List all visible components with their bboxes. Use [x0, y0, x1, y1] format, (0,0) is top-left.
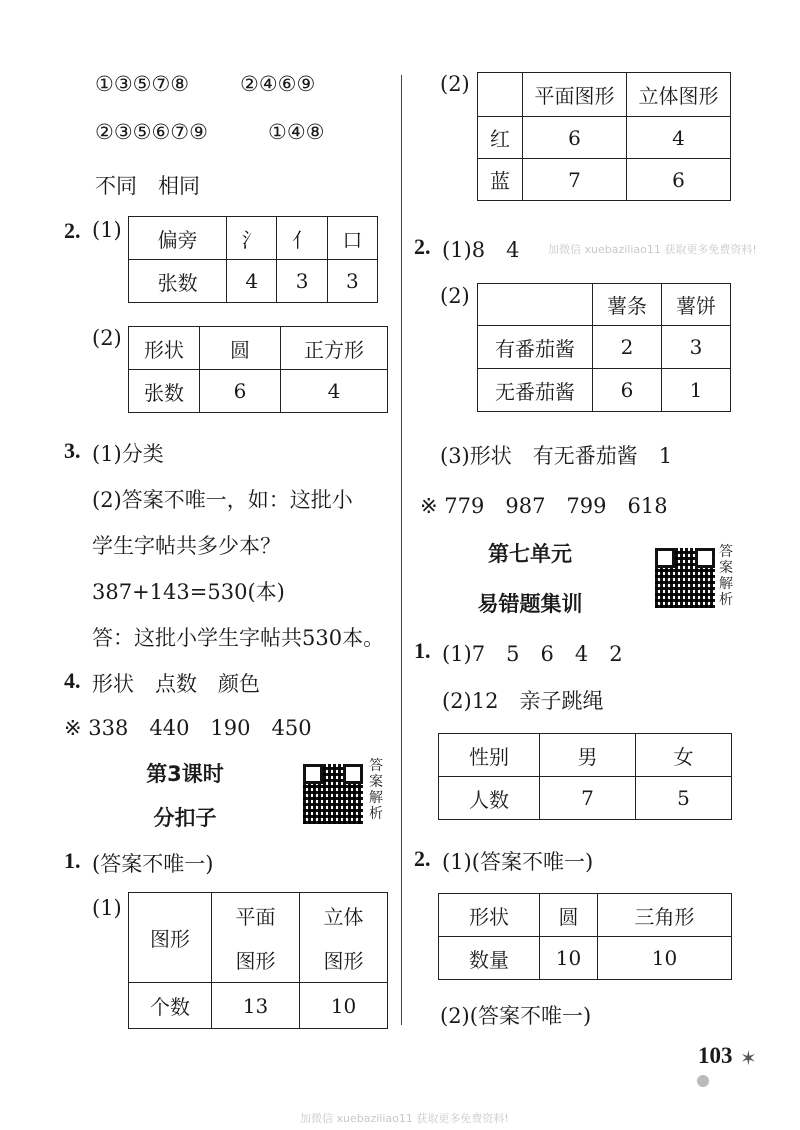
radical-table — [128, 216, 378, 303]
table-cell: 男 — [540, 734, 636, 777]
table-cell: 7 — [523, 159, 627, 201]
table-cell: 平面图形 — [523, 73, 627, 117]
qr-code-icon[interactable] — [303, 764, 363, 824]
table-cell: 10 — [598, 937, 732, 980]
question-4-number: 4. — [64, 668, 81, 693]
q1-text: (1)7 5 6 4 2 — [442, 642, 623, 666]
table-cell: 1 — [662, 369, 731, 412]
question-2-number: 2. — [414, 846, 431, 871]
table-cell: 10 — [300, 983, 388, 1029]
table-cell: 三角形 — [598, 894, 732, 937]
table-cell: 立体 — [300, 893, 388, 938]
table-cell: 6 — [593, 369, 662, 412]
star-icon: ✶ — [740, 1046, 757, 1070]
table-cell: 6 — [523, 117, 627, 159]
table-cell: 3 — [662, 326, 731, 369]
q3-line-4: 387+143=530(本) — [92, 580, 285, 604]
q2-part-2: (2)(答案不唯一) — [440, 1004, 592, 1028]
q3-line-3: 学生字帖共多少本？ — [92, 534, 281, 558]
bonus-note-right: ※ 779 987 799 618 — [420, 494, 668, 518]
table-cell: 3 — [327, 260, 377, 303]
q2-text: (1)8 4 — [442, 238, 520, 262]
table-cell: 2 — [593, 326, 662, 369]
table-cell: 10 — [540, 937, 598, 980]
q3-line-5: 答：这批小学生字帖共530本。 — [92, 626, 385, 650]
table-cell: 图形 — [300, 938, 388, 983]
table-cell: 形状 — [439, 894, 540, 937]
table-cell: 女 — [636, 734, 732, 777]
table-cell: 人数 — [439, 777, 540, 820]
shape-table — [128, 326, 388, 413]
qr-code-icon[interactable] — [655, 548, 715, 608]
question-2-number: 2. — [64, 218, 81, 243]
color-shape-table — [477, 72, 731, 201]
q3-line-1: (1)分类 — [92, 442, 164, 466]
table-cell: 偏旁 — [129, 217, 227, 260]
page-dot-icon — [697, 1075, 709, 1087]
part-1-label: (1) — [92, 218, 122, 242]
table-cell: 个数 — [129, 983, 212, 1029]
unit-subtitle: 易错题集训 — [477, 592, 583, 616]
q1-part-2: (2)12 亲子跳绳 — [442, 689, 604, 713]
qr-label: 答案解析 — [719, 544, 733, 608]
table-cell: 亻 — [277, 217, 327, 260]
table-cell: 口 — [327, 217, 377, 260]
question-3-number: 3. — [64, 438, 81, 463]
q2-text: (1)(答案不唯一) — [442, 850, 594, 874]
part-1-label: (1) — [92, 896, 122, 920]
table-cell: 蓝 — [478, 159, 523, 201]
page-number: 103 — [698, 1043, 733, 1068]
unit-title: 第七单元 — [488, 542, 572, 566]
table-cell: 图形 — [129, 893, 212, 983]
shape-count-table — [128, 892, 388, 1029]
table-cell: 4 — [227, 260, 277, 303]
table-cell: 红 — [478, 117, 523, 159]
answer-line-2a: ②③⑤⑥⑦⑨ — [95, 120, 208, 144]
table-cell — [478, 284, 593, 326]
qr-label: 答案解析 — [369, 758, 383, 822]
question-1-number: 1. — [414, 638, 431, 663]
answer-line-2b: ①④⑧ — [268, 120, 325, 144]
table-cell: 4 — [281, 370, 388, 413]
table-cell: 5 — [636, 777, 732, 820]
table-cell: 6 — [627, 159, 731, 201]
table-cell: 张数 — [129, 370, 200, 413]
question-2-number: 2. — [414, 234, 431, 259]
lesson-title: 第3课时 — [146, 762, 224, 786]
table-cell: 平面 — [212, 893, 300, 938]
answer-line-1b: ②④⑥⑨ — [240, 72, 316, 96]
table-cell: 氵 — [227, 217, 277, 260]
table-cell: 无番茄酱 — [478, 369, 593, 412]
q4-text: 形状 点数 颜色 — [92, 672, 260, 696]
answer-line-1a: ①③⑤⑦⑧ — [95, 72, 190, 96]
table-cell: 正方形 — [281, 327, 388, 370]
table-cell: 形状 — [129, 327, 200, 370]
fries-table — [477, 283, 731, 412]
q1-text: (答案不唯一) — [92, 852, 214, 876]
part-3-text: (3)形状 有无番茄酱 1 — [440, 444, 673, 468]
bonus-note-left: ※ 338 440 190 450 — [64, 716, 312, 740]
column-divider — [401, 75, 402, 1025]
table-cell: 图形 — [212, 938, 300, 983]
table-cell: 7 — [540, 777, 636, 820]
q3-line-2: (2)答案不唯一，如：这批小 — [92, 488, 353, 512]
table-cell — [478, 73, 523, 117]
table-cell: 数量 — [439, 937, 540, 980]
answer-line-3: 不同 相同 — [95, 174, 200, 198]
part-2-label: (2) — [440, 72, 470, 96]
table-cell: 张数 — [129, 260, 227, 303]
table-cell: 立体图形 — [627, 73, 731, 117]
table-cell: 4 — [627, 117, 731, 159]
table-cell: 薯饼 — [662, 284, 731, 326]
gender-table — [438, 733, 732, 820]
table-cell: 13 — [212, 983, 300, 1029]
lesson-subtitle: 分扣子 — [153, 806, 217, 830]
part-2-label: (2) — [92, 326, 122, 350]
table-cell: 薯条 — [593, 284, 662, 326]
table-cell: 圆 — [200, 327, 281, 370]
table-cell: 性别 — [439, 734, 540, 777]
table-cell: 有番茄酱 — [478, 326, 593, 369]
footer-watermark: 加微信 xuebaziliao11 获取更多免费资料! — [300, 1112, 509, 1125]
shape-quantity-table — [438, 893, 732, 980]
table-cell: 6 — [200, 370, 281, 413]
watermark: 加微信 xuebaziliao11 获取更多免费资料! — [548, 243, 757, 256]
part-2-label: (2) — [440, 284, 470, 308]
question-1-number: 1. — [64, 848, 81, 873]
table-cell: 3 — [277, 260, 327, 303]
table-cell: 圆 — [540, 894, 598, 937]
